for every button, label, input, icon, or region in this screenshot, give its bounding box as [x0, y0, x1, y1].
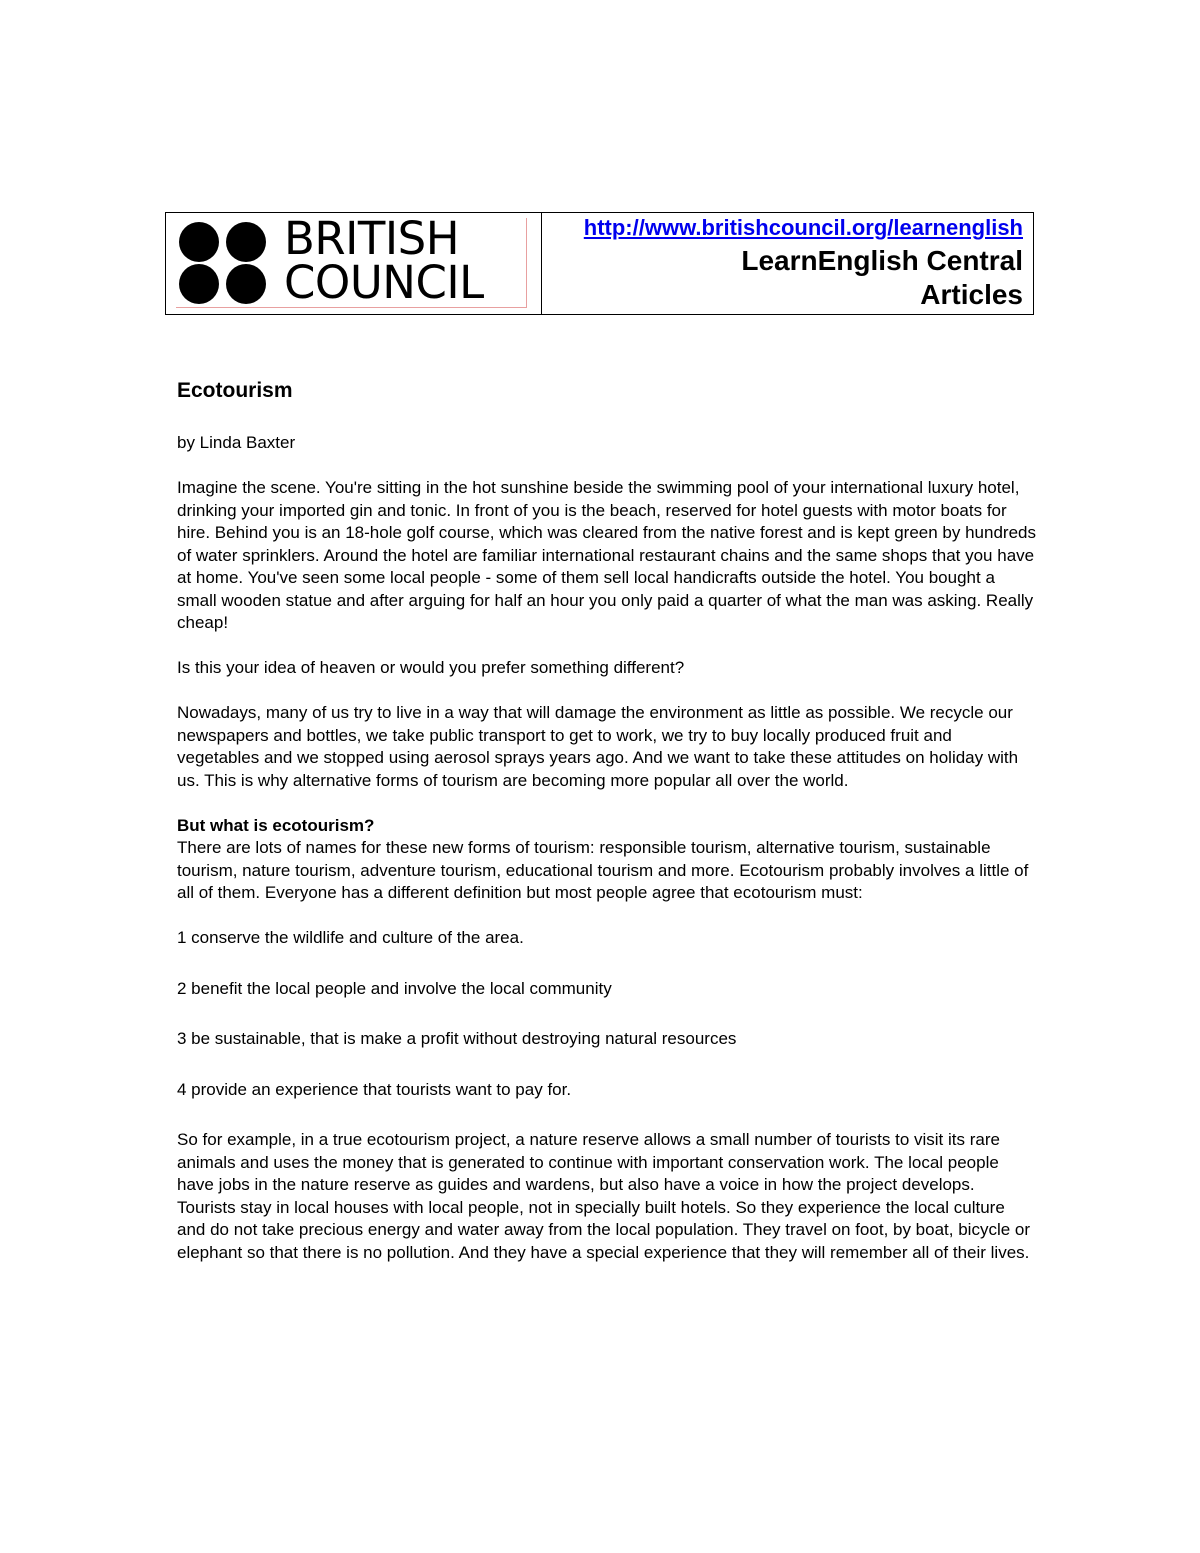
paragraph-5: So for example, in a true ecotourism project, a nature reserve allows a small number of tourists to visit its rare animals and uses the money that is generated to continue with important conservation work. The local people have jobs in the nature reserve as guides and wardens, but also have a voice in how the project develops. Tourists stay in local houses with local people, not in specially built hotels. So they experience the local culture and do not take precious energy and water away from the local population. They travel on foot, by boat, bicycle or elephant so that there is no pollution. And they have a special experience that they will remember all of their lives.: [177, 1130, 1031, 1262]
paragraph-1: Imagine the scene. You're sitting in the hot sunshine beside the swimming pool of your international luxury hotel, drinking your imported gin and tonic. In front of you is the beach, reserved for hotel guests with motor boats for hire. Behind you is an 18-hole golf course, which was cleared from the native forest and is kept green by hundreds of water sprinklers. Around the hotel are familiar international restaurant chains and the same shops that you have at home. You've seen some local people - some of them sell local handicrafts outside the hotel. You bought a small wooden statue and after arguing for half an hour you only paid a quarter of what the man was asking. Really cheap!: [177, 478, 1036, 632]
logo-line-2: COUNCIL: [284, 256, 484, 309]
section-heading: But what is ecotourism?: [177, 815, 375, 835]
logo-wordmark: [284, 212, 484, 309]
paragraph-2: Is this your idea of heaven or would you prefer something different?: [177, 658, 685, 677]
site-url-link[interactable]: http://www.britishcouncil.org/learnenglish: [583, 215, 1023, 240]
list-item: 1 conserve the wildlife and culture of the area.: [177, 928, 524, 947]
article-body: [177, 378, 1037, 1287]
header-table: [165, 212, 1034, 315]
article-title: Ecotourism: [177, 379, 293, 402]
logo-cell: [166, 213, 542, 314]
paragraph-3: Nowadays, many of us try to live in a way that will damage the environment as little as possible. We recycle our newspapers and bottles, we take public transport to get to work, we try to buy locally produced fruit and vegetables and we stopped using aerosol sprays years ago. And we want to take these attitudes on holiday with us. This is why alternative forms of tourism are becoming more popular all over the world.: [177, 703, 1019, 790]
site-info-cell: [542, 213, 1033, 314]
logo-line-1: BRITISH: [284, 212, 460, 265]
logo-dots-icon: [178, 222, 276, 304]
list-item: 4 provide an experience that tourists want to pay for.: [177, 1079, 572, 1099]
british-council-logo: [176, 212, 527, 309]
site-name: LearnEnglish Central: [741, 245, 1023, 276]
paragraph-4: There are lots of names for these new forms of tourism: responsible tourism, alternative tourism, sustainable tourism, nature tourism, adventure tourism, educational tourism and more. Ecotourism probably involves a little of all of them. Everyone has a different definition but most people agree that ecotourism must:: [177, 838, 1029, 902]
section-name: Articles: [920, 279, 1023, 310]
list-item: 2 benefit the local people and involve the local community: [177, 978, 612, 998]
list-item: 3 be sustainable, that is make a profit without destroying natural resources: [177, 1029, 737, 1048]
article-byline: by Linda Baxter: [177, 433, 296, 452]
